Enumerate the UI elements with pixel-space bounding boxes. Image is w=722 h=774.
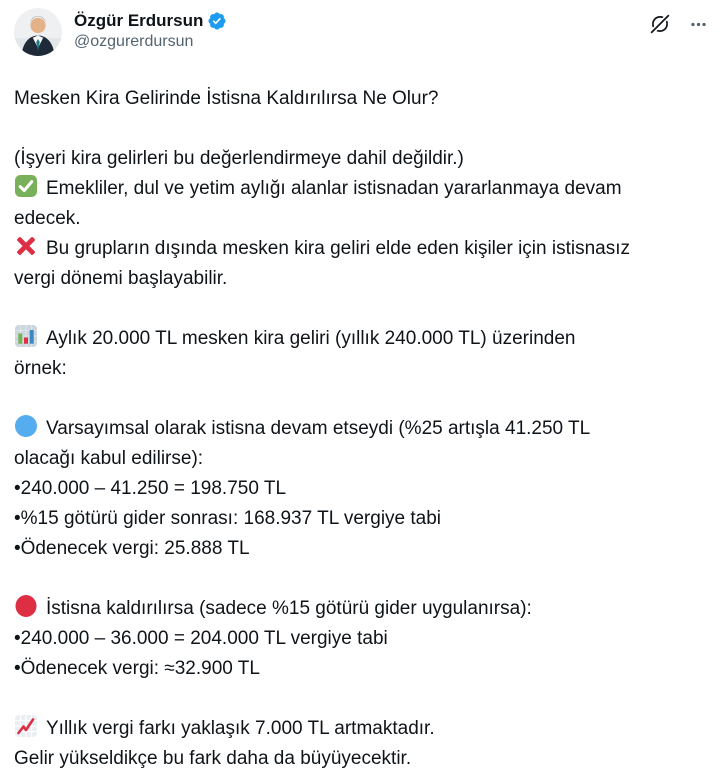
grok-icon[interactable] [649,13,671,35]
header-actions [649,8,708,35]
avatar[interactable] [14,8,62,56]
user-handle: @ozgurerdursun [74,33,194,50]
scenario-blue-heading-2: olacağı kabul edilirse): [14,448,204,469]
others-line-1: Bu grupların dışında mesken kira geliri elde eden kişiler için istisnasız [14,234,708,264]
scenario-blue-bullet-3: •Ödenecek vergi: 25.888 TL [14,538,250,559]
verified-badge-icon [207,11,227,31]
others-line-2: vergi dönemi başlayabilir. [14,268,228,289]
avatar-photo [14,8,62,56]
disclaimer-line: (İşyeri kira gelirleri bu değerlendirmeye dahil değildir.) [14,148,464,169]
more-icon[interactable] [689,15,708,34]
scenario-red-heading: İstisna kaldırılırsa (sadece %15 götürü gider uygulanırsa): [14,594,708,624]
chart-increasing-icon [14,714,38,738]
scenario-red-bullet-1: •240.000 – 36.000 = 204.000 TL vergiye tabi [14,628,388,649]
conclusion-line-2: Gelir yükseldikçe bu fark daha da büyüyecektir. [14,748,412,769]
retirees-line-1: Emekliler, dul ve yetim aylığı alanlar istisnadan yararlanmaya devam [14,174,708,204]
scenario-red-bullet-2: •Ödenecek vergi: ≈32.900 TL [14,658,260,679]
scenario-blue-heading-1: Varsayımsal olarak istisna devam etseydi (%25 artışla 41.250 TL [14,414,708,444]
example-line-1: Aylık 20.000 TL mesken kira geliri (yıllık 240.000 TL) üzerinden [14,324,708,354]
retirees-line-2: edecek. [14,208,81,229]
red-circle-icon [14,594,38,618]
user-names [74,8,649,53]
example-line-2: örnek: [14,358,67,379]
tweet-title: Mesken Kira Gelirinde İstisna Kaldırılırsa Ne Olur? [14,88,439,109]
tweet-text [14,84,708,774]
cross-mark-icon [14,234,38,258]
conclusion-line-1: Yıllık vergi farkı yaklaşık 7.000 TL artmaktadır. [14,714,708,744]
scenario-blue-bullet-2: •%15 götürü gider sonrası: 168.937 TL vergiye tabi [14,508,442,529]
tweet-header [14,0,708,56]
scenario-blue-bullet-1: •240.000 – 41.250 = 198.750 TL [14,478,287,499]
blue-circle-icon [14,414,38,438]
display-name[interactable]: Özgür Erdursun [74,11,204,30]
check-mark-icon [14,174,38,198]
bar-chart-icon [14,324,38,348]
